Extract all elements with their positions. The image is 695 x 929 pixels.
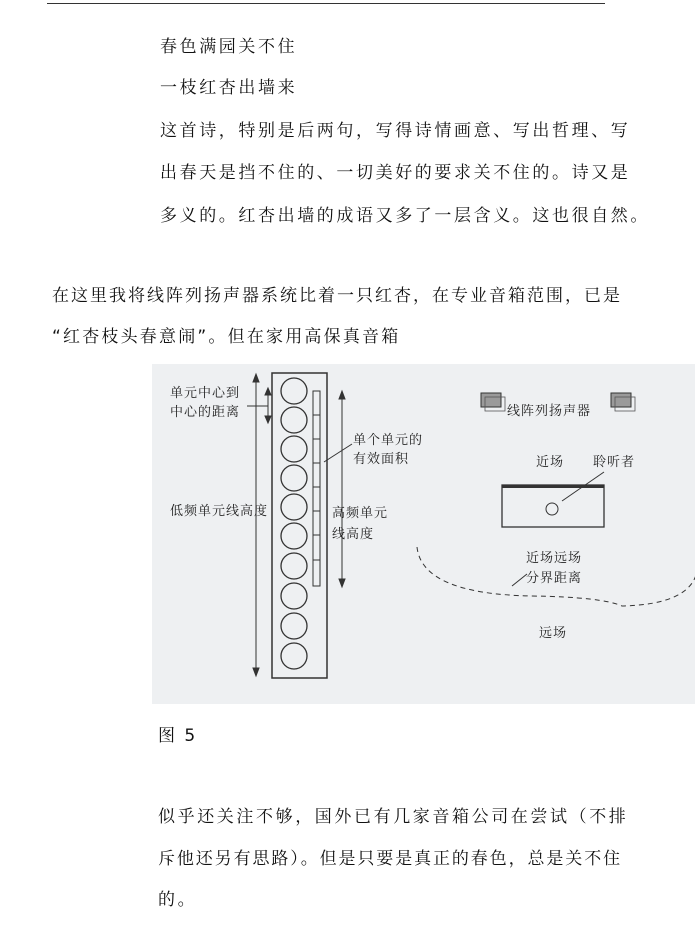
woofer-3 <box>281 436 307 462</box>
boundary-pointer <box>512 574 527 586</box>
label-line-array: 线阵列扬声器 <box>507 404 592 419</box>
label-far-field: 远场 <box>539 626 568 641</box>
closing-line-2: 斥他还另有思路）。但是只要是真正的春色，总是关不住 <box>158 849 622 869</box>
closing-line-1: 似乎还关注不够，国外已有几家音箱公司在尝试（不排 <box>158 807 629 827</box>
tweeter-strip <box>313 391 320 586</box>
label-near-field: 近场 <box>536 455 565 470</box>
poem-line-1: 春色满园关不住 <box>160 37 298 57</box>
commentary-line-1: 这首诗，特别是后两句，写得诗情画意、写出哲理、写 <box>160 121 631 141</box>
low-height-dimension <box>253 374 259 676</box>
speaker-box-left <box>481 393 505 411</box>
closing-line-3: 的。 <box>158 890 198 910</box>
label-high-height-2: 线高度 <box>332 527 375 542</box>
woofer-4 <box>281 465 307 491</box>
woofer-1 <box>281 378 307 404</box>
speaker-column <box>272 373 327 678</box>
figure-caption: 图 5 <box>158 726 198 746</box>
listening-room <box>502 485 604 527</box>
high-height-dimension <box>339 391 345 587</box>
listener-position <box>546 503 558 515</box>
line-array-diagram <box>152 364 695 704</box>
label-high-height-1: 高频单元 <box>332 506 389 521</box>
speaker-box-right <box>611 393 635 411</box>
label-single-area-2: 有效面积 <box>353 452 410 467</box>
label-boundary-2: 分界距离 <box>526 571 583 586</box>
area-pointer <box>324 444 352 462</box>
intro-line-1: 在这里我将线阵列扬声器系统比着一只红杏，在专业音箱范围，已是 <box>52 286 622 306</box>
label-center-distance-2: 中心的距离 <box>170 405 241 420</box>
header-rule <box>47 3 605 4</box>
commentary-line-2: 出春天是挡不住的、一切美好的要求关不住的。诗又是 <box>160 163 631 183</box>
commentary-line-3: 多义的。红杏出墙的成语又多了一层含义。这也很自然。 <box>160 206 650 226</box>
label-center-distance-1: 单元中心到 <box>170 386 241 401</box>
woofer-circles <box>281 378 307 669</box>
center-distance-dimension <box>247 388 271 423</box>
label-low-height: 低频单元线高度 <box>170 504 269 519</box>
woofer-9 <box>281 613 307 639</box>
line-array-figure <box>152 364 695 704</box>
woofer-8 <box>281 583 307 609</box>
woofer-2 <box>281 407 307 433</box>
listening-room-top <box>502 485 604 488</box>
woofer-10 <box>281 643 307 669</box>
woofer-7 <box>281 553 307 579</box>
intro-line-2: “红杏枝头春意闹”。但在家用高保真音箱 <box>52 327 401 347</box>
label-boundary-1: 近场远场 <box>526 551 583 566</box>
label-single-area-1: 单个单元的 <box>353 433 424 448</box>
woofer-5 <box>281 494 307 520</box>
poem-line-2: 一枝红杏出墙来 <box>160 78 298 98</box>
woofer-6 <box>281 523 307 549</box>
tweeter-frame <box>313 391 320 586</box>
label-listener: 聆听者 <box>593 455 636 470</box>
